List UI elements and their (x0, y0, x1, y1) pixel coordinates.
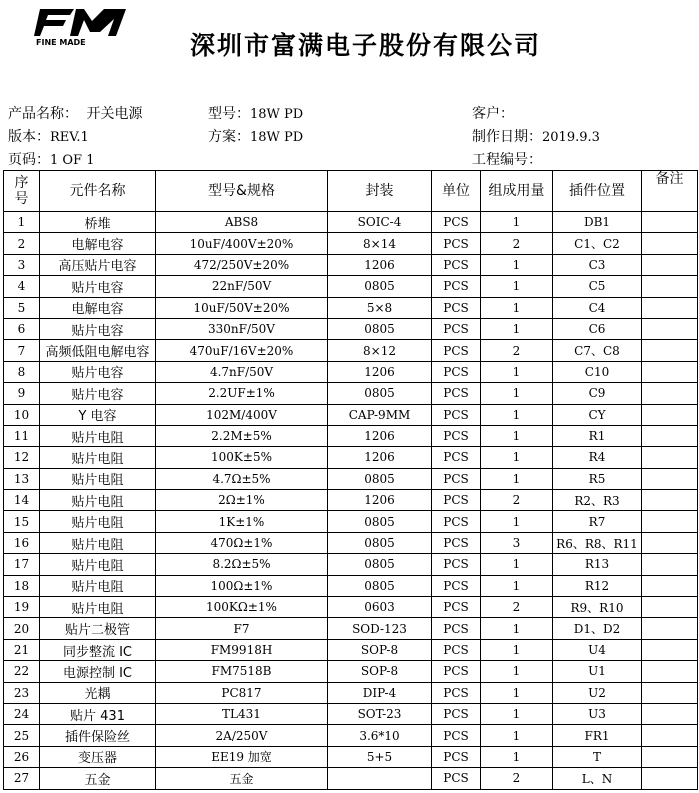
cell-position: U1 (553, 661, 642, 682)
product-name-label: 产品名称： (8, 106, 78, 122)
cell-package: 0805 (328, 468, 432, 489)
cell-remark (642, 276, 698, 297)
cell-position: C7、C8 (553, 340, 642, 361)
header-index: 序 号 (4, 171, 40, 212)
cell-unit: PCS (432, 597, 481, 618)
cell-component-name: 高压贴片电容 (40, 254, 156, 275)
scheme-field (208, 126, 303, 146)
cell-package: 5×8 (328, 297, 432, 318)
cell-component-name: 贴片电阻 (40, 425, 156, 446)
cell-quantity: 1 (481, 297, 553, 318)
cell-remark (642, 597, 698, 618)
cell-quantity: 1 (481, 425, 553, 446)
cell-unit: PCS (432, 575, 481, 596)
cell-model-spec: 2.2UF±1% (156, 383, 328, 404)
cell-package: 0603 (328, 597, 432, 618)
cell-unit: PCS (432, 212, 481, 233)
cell-component-name: 贴片 431 (40, 703, 156, 724)
cell-package: SOP-8 (328, 661, 432, 682)
cell-package: 8×14 (328, 233, 432, 254)
header-unit: 单位 (432, 171, 481, 212)
cell-index: 2 (4, 233, 40, 254)
date-label: 制作日期： (472, 129, 542, 145)
cell-component-name: 五金 (40, 768, 156, 789)
cell-component-name: 电解电容 (40, 297, 156, 318)
cell-position: C5 (553, 276, 642, 297)
table-row (4, 361, 698, 382)
cell-model-spec: 330nF/50V (156, 318, 328, 339)
cell-unit: PCS (432, 425, 481, 446)
cell-package: 0805 (328, 554, 432, 575)
cell-model-spec: 100K±5% (156, 447, 328, 468)
table-row (4, 768, 698, 789)
cell-index: 16 (4, 532, 40, 553)
scheme-label: 方案： (208, 129, 250, 145)
cell-package: 1206 (328, 254, 432, 275)
cell-package: 8×12 (328, 340, 432, 361)
cell-position: C10 (553, 361, 642, 382)
model-value: 18W PD (250, 107, 304, 122)
cell-index: 12 (4, 447, 40, 468)
cell-index: 25 (4, 725, 40, 746)
table-row (4, 212, 698, 233)
cell-component-name: 高频低阻电解电容 (40, 340, 156, 361)
cell-remark (642, 468, 698, 489)
cell-quantity: 1 (481, 618, 553, 639)
date-value: 2019.9.3 (542, 130, 600, 145)
cell-model-spec: 五金 (156, 768, 328, 789)
cell-quantity: 1 (481, 404, 553, 425)
cell-package: SOT-23 (328, 703, 432, 724)
cell-component-name: 贴片电阻 (40, 597, 156, 618)
cell-package: 1206 (328, 447, 432, 468)
cell-quantity: 3 (481, 532, 553, 553)
cell-quantity: 1 (481, 318, 553, 339)
cell-unit: PCS (432, 254, 481, 275)
cell-position: R7 (553, 511, 642, 532)
cell-quantity: 1 (481, 703, 553, 724)
cell-remark (642, 682, 698, 703)
cell-index: 13 (4, 468, 40, 489)
cell-quantity: 2 (481, 597, 553, 618)
cell-package: 1206 (328, 490, 432, 511)
cell-unit: PCS (432, 725, 481, 746)
cell-position: R6、R8、R11 (553, 532, 642, 553)
cell-component-name: 插件保险丝 (40, 725, 156, 746)
cell-unit: PCS (432, 383, 481, 404)
cell-position: C1、C2 (553, 233, 642, 254)
cell-remark (642, 532, 698, 553)
cell-model-spec: 10uF/400V±20% (156, 233, 328, 254)
project-number-label: 工程编号： (472, 152, 542, 168)
cell-position: U4 (553, 639, 642, 660)
cell-quantity: 2 (481, 768, 553, 789)
cell-remark (642, 618, 698, 639)
cell-model-spec: 2.2M±5% (156, 425, 328, 446)
cell-position: R13 (553, 554, 642, 575)
cell-model-spec: 4.7nF/50V (156, 361, 328, 382)
cell-model-spec: 102M/400V (156, 404, 328, 425)
cell-quantity: 1 (481, 575, 553, 596)
table-body (4, 212, 698, 790)
cell-remark (642, 233, 698, 254)
cell-remark (642, 746, 698, 767)
table-row (4, 254, 698, 275)
header-package: 封装 (328, 171, 432, 212)
cell-position: C4 (553, 297, 642, 318)
cell-package: 0805 (328, 318, 432, 339)
table-row (4, 490, 698, 511)
cell-component-name: 贴片电阻 (40, 447, 156, 468)
table-row (4, 425, 698, 446)
cell-index: 9 (4, 383, 40, 404)
cell-quantity: 1 (481, 447, 553, 468)
cell-index: 22 (4, 661, 40, 682)
fm-logo-mark (34, 8, 126, 46)
cell-position: R4 (553, 447, 642, 468)
cell-remark (642, 425, 698, 446)
cell-component-name: 贴片电阻 (40, 490, 156, 511)
cell-component-name: 贴片电阻 (40, 575, 156, 596)
cell-unit: PCS (432, 554, 481, 575)
cell-model-spec: 2Ω±1% (156, 490, 328, 511)
cell-unit: PCS (432, 661, 481, 682)
company-logo (34, 8, 126, 46)
cell-package: 0805 (328, 575, 432, 596)
cell-quantity: 1 (481, 254, 553, 275)
cell-index: 7 (4, 340, 40, 361)
cell-component-name: 贴片电容 (40, 361, 156, 382)
cell-package: 5+5 (328, 746, 432, 767)
model-label: 型号： (208, 106, 250, 122)
table-row (4, 340, 698, 361)
table-row (4, 447, 698, 468)
cell-position: L、N (553, 768, 642, 789)
cell-unit: PCS (432, 318, 481, 339)
cell-unit: PCS (432, 233, 481, 254)
company-name: 深圳市富满电子股份有限公司 (190, 31, 542, 60)
table-row (4, 383, 698, 404)
page-field (8, 149, 94, 169)
cell-component-name: 同步整流 IC (40, 639, 156, 660)
cell-unit: PCS (432, 361, 481, 382)
cell-remark (642, 661, 698, 682)
cell-quantity: 1 (481, 661, 553, 682)
cell-position: FR1 (553, 725, 642, 746)
cell-index: 26 (4, 746, 40, 767)
cell-quantity: 1 (481, 468, 553, 489)
cell-remark (642, 511, 698, 532)
table-row (4, 682, 698, 703)
table-row (4, 297, 698, 318)
table-row (4, 276, 698, 297)
cell-model-spec: 470uF/16V±20% (156, 340, 328, 361)
cell-package: SOD-123 (328, 618, 432, 639)
cell-package: 0805 (328, 383, 432, 404)
scheme-value: 18W PD (250, 130, 304, 145)
cell-component-name: Y 电容 (40, 404, 156, 425)
cell-quantity: 1 (481, 725, 553, 746)
cell-index: 27 (4, 768, 40, 789)
cell-component-name: 电解电容 (40, 233, 156, 254)
cell-package: 1206 (328, 361, 432, 382)
cell-quantity: 1 (481, 276, 553, 297)
cell-remark (642, 318, 698, 339)
cell-unit: PCS (432, 618, 481, 639)
cell-unit: PCS (432, 703, 481, 724)
cell-position: C9 (553, 383, 642, 404)
cell-unit: PCS (432, 746, 481, 767)
cell-unit: PCS (432, 682, 481, 703)
product-name-field (8, 103, 142, 123)
cell-remark (642, 297, 698, 318)
cell-index: 23 (4, 682, 40, 703)
cell-package: 0805 (328, 532, 432, 553)
cell-remark (642, 703, 698, 724)
cell-index: 11 (4, 425, 40, 446)
cell-index: 8 (4, 361, 40, 382)
cell-quantity: 1 (481, 682, 553, 703)
cell-unit: PCS (432, 468, 481, 489)
cell-index: 1 (4, 212, 40, 233)
date-field (472, 126, 600, 146)
cell-component-name: 贴片二极管 (40, 618, 156, 639)
cell-component-name: 光耦 (40, 682, 156, 703)
table-row (4, 703, 698, 724)
cell-component-name: 贴片电容 (40, 383, 156, 404)
version-field (8, 126, 89, 146)
cell-model-spec: 8.2Ω±5% (156, 554, 328, 575)
cell-package: 0805 (328, 511, 432, 532)
cell-package: 0805 (328, 276, 432, 297)
cell-index: 24 (4, 703, 40, 724)
cell-package (328, 768, 432, 789)
cell-quantity: 1 (481, 361, 553, 382)
cell-remark (642, 575, 698, 596)
cell-remark (642, 490, 698, 511)
version-label: 版本： (8, 129, 50, 145)
cell-unit: PCS (432, 511, 481, 532)
logo-subtext: FINE MADE (36, 38, 86, 46)
cell-remark (642, 254, 698, 275)
cell-model-spec: 100KΩ±1% (156, 597, 328, 618)
cell-quantity: 1 (481, 554, 553, 575)
cell-position: R12 (553, 575, 642, 596)
cell-model-spec: F7 (156, 618, 328, 639)
customer-label: 客户： (472, 106, 514, 122)
cell-package: DIP-4 (328, 682, 432, 703)
cell-remark (642, 554, 698, 575)
cell-model-spec: FM9918H (156, 639, 328, 660)
table-row (4, 404, 698, 425)
header-model-spec: 型号&规格 (156, 171, 328, 212)
cell-component-name: 变压器 (40, 746, 156, 767)
cell-position: R2、R3 (553, 490, 642, 511)
cell-model-spec: FM7518B (156, 661, 328, 682)
cell-component-name: 贴片电阻 (40, 511, 156, 532)
table-row (4, 511, 698, 532)
header-position: 插件位置 (553, 171, 642, 212)
product-name-value: 开关电源 (86, 106, 143, 122)
cell-index: 20 (4, 618, 40, 639)
cell-index: 21 (4, 639, 40, 660)
cell-position: C3 (553, 254, 642, 275)
cell-index: 17 (4, 554, 40, 575)
cell-model-spec: ABS8 (156, 212, 328, 233)
table-row (4, 532, 698, 553)
cell-quantity: 1 (481, 383, 553, 404)
cell-position: R9、R10 (553, 597, 642, 618)
cell-quantity: 1 (481, 639, 553, 660)
bom-table (3, 170, 698, 790)
model-field (208, 103, 303, 123)
cell-unit: PCS (432, 297, 481, 318)
cell-package: SOIC-4 (328, 212, 432, 233)
cell-model-spec: 22nF/50V (156, 276, 328, 297)
cell-remark (642, 639, 698, 660)
cell-package: SOP-8 (328, 639, 432, 660)
cell-position: U2 (553, 682, 642, 703)
cell-remark (642, 340, 698, 361)
table-header-row (4, 171, 698, 212)
cell-component-name: 贴片电阻 (40, 532, 156, 553)
table-row (4, 661, 698, 682)
cell-model-spec: EE19 加宽 (156, 746, 328, 767)
cell-remark (642, 404, 698, 425)
cell-component-name: 贴片电容 (40, 318, 156, 339)
table-row (4, 725, 698, 746)
cell-position: R5 (553, 468, 642, 489)
cell-remark (642, 361, 698, 382)
cell-remark (642, 768, 698, 789)
cell-remark (642, 212, 698, 233)
cell-model-spec: 10uF/50V±20% (156, 297, 328, 318)
cell-index: 3 (4, 254, 40, 275)
cell-index: 15 (4, 511, 40, 532)
cell-position: R1 (553, 425, 642, 446)
cell-index: 5 (4, 297, 40, 318)
cell-index: 4 (4, 276, 40, 297)
table-row (4, 575, 698, 596)
cell-index: 10 (4, 404, 40, 425)
cell-model-spec: 472/250V±20% (156, 254, 328, 275)
cell-model-spec: 100Ω±1% (156, 575, 328, 596)
cell-component-name: 贴片电阻 (40, 554, 156, 575)
cell-component-name: 电源控制 IC (40, 661, 156, 682)
table-row (4, 233, 698, 254)
cell-position: T (553, 746, 642, 767)
cell-index: 18 (4, 575, 40, 596)
cell-package: 1206 (328, 425, 432, 446)
cell-unit: PCS (432, 276, 481, 297)
cell-quantity: 2 (481, 233, 553, 254)
cell-component-name: 贴片电阻 (40, 468, 156, 489)
cell-quantity: 1 (481, 212, 553, 233)
table-row (4, 318, 698, 339)
cell-position: D1、D2 (553, 618, 642, 639)
cell-unit: PCS (432, 639, 481, 660)
cell-model-spec: TL431 (156, 703, 328, 724)
cell-quantity: 2 (481, 490, 553, 511)
table-row (4, 639, 698, 660)
table-row (4, 597, 698, 618)
table-row (4, 746, 698, 767)
table-row (4, 618, 698, 639)
cell-quantity: 1 (481, 511, 553, 532)
header-component-name: 元件名称 (40, 171, 156, 212)
cell-index: 14 (4, 490, 40, 511)
cell-position: U3 (553, 703, 642, 724)
table-row (4, 554, 698, 575)
cell-remark (642, 447, 698, 468)
cell-component-name: 贴片电容 (40, 276, 156, 297)
cell-position: DB1 (553, 212, 642, 233)
cell-package: 3.6*10 (328, 725, 432, 746)
cell-unit: PCS (432, 532, 481, 553)
cell-unit: PCS (432, 447, 481, 468)
cell-index: 6 (4, 318, 40, 339)
cell-remark (642, 725, 698, 746)
cell-position: C6 (553, 318, 642, 339)
page-label: 页码： (8, 152, 50, 168)
version-value: REV.1 (50, 130, 89, 145)
table-row (4, 468, 698, 489)
cell-model-spec: 470Ω±1% (156, 532, 328, 553)
cell-unit: PCS (432, 340, 481, 361)
cell-model-spec: 1K±1% (156, 511, 328, 532)
cell-package: CAP-9MM (328, 404, 432, 425)
cell-model-spec: PC817 (156, 682, 328, 703)
cell-index: 19 (4, 597, 40, 618)
cell-model-spec: 2A/250V (156, 725, 328, 746)
header-quantity: 组成用量 (481, 171, 553, 212)
cell-position: CY (553, 404, 642, 425)
cell-unit: PCS (432, 490, 481, 511)
header-remark: 备注 (642, 171, 698, 212)
cell-unit: PCS (432, 768, 481, 789)
cell-component-name: 桥堆 (40, 212, 156, 233)
cell-model-spec: 4.7Ω±5% (156, 468, 328, 489)
cell-unit: PCS (432, 404, 481, 425)
cell-quantity: 2 (481, 340, 553, 361)
cell-quantity: 1 (481, 746, 553, 767)
page-value: 1 OF 1 (50, 153, 95, 168)
cell-remark (642, 383, 698, 404)
